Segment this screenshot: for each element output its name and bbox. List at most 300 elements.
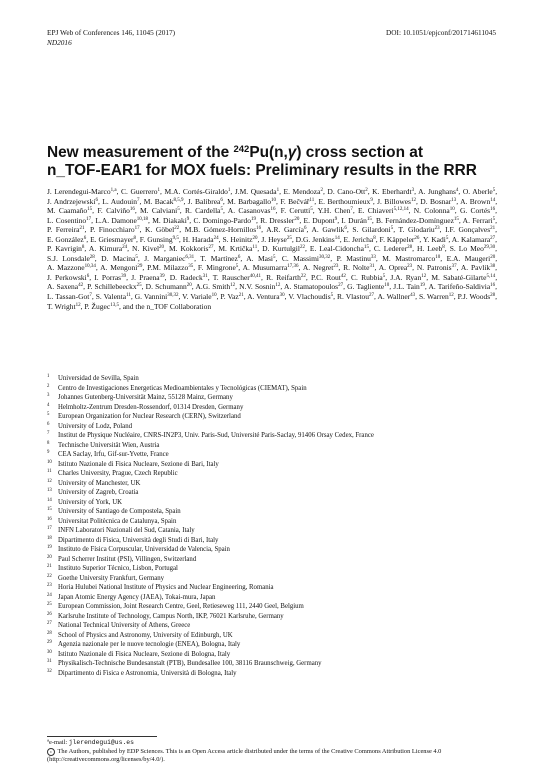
affiliation-number: 11 xyxy=(47,469,52,474)
author-name: S. Valenta xyxy=(95,292,127,302)
affiliation-number: 24 xyxy=(47,592,52,598)
affiliation-number: 28 xyxy=(47,630,52,636)
author-affiliation-marker: 22 xyxy=(174,226,180,232)
author-name: A. Negret xyxy=(302,263,334,273)
affiliation-item xyxy=(47,460,497,470)
author-name: M.A. Cortés-Giraldo xyxy=(164,187,228,196)
affiliation-item xyxy=(47,536,497,546)
author xyxy=(195,282,235,291)
author-name: A. Musumarra xyxy=(242,263,288,273)
author-name: J. Marganiec xyxy=(144,253,186,263)
author-affiliation-marker: 40,41 xyxy=(249,273,262,279)
author-name: L. Tassan-Got xyxy=(47,292,90,302)
author xyxy=(399,225,440,234)
email-footnote: $^a$e-mail: jlerendegui@us.es xyxy=(47,737,134,746)
author-name: O. Aberle xyxy=(462,187,493,196)
author-name: P. Schillebeeckx xyxy=(87,282,137,292)
author-name: F. Calviño xyxy=(97,206,130,216)
author-affiliation-marker: 16 xyxy=(490,207,496,213)
author xyxy=(379,263,412,272)
author xyxy=(376,216,459,225)
isotope-mass: 242 xyxy=(233,144,250,155)
affiliation-number: 8 xyxy=(47,440,50,446)
author-affiliation-marker: 6 xyxy=(83,235,87,241)
affiliation-item xyxy=(47,650,497,660)
author xyxy=(284,187,323,196)
author-affiliation-marker: 22 xyxy=(299,245,305,251)
author-affiliation-marker: 38 xyxy=(490,264,496,270)
author xyxy=(390,273,426,282)
author-name: A. Stamatopoulos xyxy=(284,282,339,292)
author-affiliation-marker: 31 xyxy=(369,264,375,270)
author-name: D. Schumann xyxy=(145,282,187,292)
author-affiliation-marker: 29,30 xyxy=(483,245,496,251)
author xyxy=(146,282,192,291)
affiliation-number: 20 xyxy=(47,554,52,560)
author-name: D. Radeck xyxy=(169,272,203,282)
affiliation-number: 26 xyxy=(47,611,52,617)
footnote-marker: a xyxy=(47,737,50,743)
author-affiliation-marker: 5 xyxy=(310,207,313,213)
author xyxy=(447,254,496,263)
author-affiliation-marker: 7 xyxy=(350,207,353,213)
author xyxy=(140,235,179,244)
author-affiliation-marker: 12 xyxy=(230,283,236,289)
author-name: A. Brown xyxy=(460,196,491,206)
affiliation-number: 30 xyxy=(47,649,52,655)
author-name: N. Kivel xyxy=(132,244,160,254)
affiliation-text: Horia Hulubei National Institute of Physics and Nuclear Engineering, Romania xyxy=(58,584,274,591)
author xyxy=(47,197,98,206)
author xyxy=(152,216,189,225)
author xyxy=(47,235,86,244)
affiliation-number: 5 xyxy=(47,412,50,417)
author xyxy=(185,206,223,215)
author-name: L.A. Damone xyxy=(95,215,137,225)
author-affiliation-marker: 14 xyxy=(334,235,340,241)
affiliation-number: 22 xyxy=(47,573,52,579)
author-name: T. Glodariu xyxy=(398,225,435,235)
affiliation-text: University of Santiago de Compostela, Spain xyxy=(58,508,181,515)
author-name: S.J. Lonsdale xyxy=(47,253,90,263)
author-affiliation-marker: 11 xyxy=(126,293,131,299)
affiliation-text: University of York, UK xyxy=(58,498,123,506)
author xyxy=(372,187,414,196)
author-name: P.C. Rout xyxy=(310,272,341,282)
author xyxy=(337,254,376,263)
author-name: E. Mendoza xyxy=(283,187,321,196)
affiliation-text: Helmholtz-Zentrum Dresden-Rossendorf, 01314 Dresden, Germany xyxy=(58,403,244,411)
affiliation-text: National Technical University of Athens, Greece xyxy=(58,622,191,629)
author-name: E. Dupont xyxy=(303,215,335,225)
author-affiliation-marker: 11 xyxy=(309,197,315,203)
affiliation-number: 12 xyxy=(47,478,52,484)
author-name: A. Gawlik xyxy=(311,225,345,235)
author xyxy=(382,254,440,263)
affiliation-text: European Organization for Nuclear Research (CERN), Switzerland xyxy=(58,413,241,420)
author-affiliation-marker: 15 xyxy=(366,216,372,222)
affiliation-number: 29 xyxy=(47,640,52,645)
affiliation-item xyxy=(47,488,497,498)
author xyxy=(100,263,142,272)
author-name: A. Casanovas xyxy=(227,206,271,216)
author-name: N. Patronis xyxy=(416,263,452,273)
affiliation-number: 9 xyxy=(47,450,50,455)
affiliation-number: 21 xyxy=(47,564,52,569)
author xyxy=(182,292,216,301)
author xyxy=(170,273,208,282)
author-name: J. Andrzejewski xyxy=(47,196,96,206)
author-name: F. Gunsing xyxy=(139,234,173,244)
author-affiliation-marker: 12 xyxy=(275,283,281,289)
affiliation-number: 7 xyxy=(47,431,50,436)
author-affiliation-marker: 16 xyxy=(256,226,262,232)
author xyxy=(296,235,340,244)
author-affiliation-marker: 30,32 xyxy=(319,254,331,260)
author xyxy=(327,187,367,196)
author-name: P. Ferreira xyxy=(47,225,80,235)
author xyxy=(458,292,496,301)
author xyxy=(47,225,85,234)
author-affiliation-marker: 7 xyxy=(136,197,140,203)
author-name: J.A. Ryan xyxy=(390,272,422,282)
affiliation-text: Physikalisch-Technische Bundesanstalt (PTB), Bundesallee 100, 38116 Braunschweig, Germany xyxy=(58,660,322,667)
affiliation-item xyxy=(47,393,497,403)
author-affiliation-marker: 42 xyxy=(78,283,84,289)
running-header xyxy=(47,28,496,47)
footnote-rule xyxy=(47,736,157,737)
affiliation-item xyxy=(47,621,497,631)
author-name: M. Diakaki xyxy=(152,215,187,225)
author-name: V. Variale xyxy=(182,292,212,302)
author-affiliation-marker: 5 xyxy=(135,254,138,260)
author xyxy=(243,263,299,272)
affiliation-list xyxy=(47,374,497,678)
author-name: C. Rubbia xyxy=(350,272,383,282)
author-affiliation-marker: 10 xyxy=(384,283,390,289)
author-name: A. Saxena xyxy=(47,282,79,292)
author xyxy=(47,206,92,215)
author xyxy=(380,235,420,244)
author-affiliation-marker: 5 xyxy=(492,188,496,193)
author-affiliation-marker: 6 xyxy=(220,197,223,203)
author xyxy=(47,263,96,272)
author xyxy=(213,273,261,282)
author xyxy=(281,206,313,215)
author xyxy=(417,244,445,253)
author-affiliation-marker: 39 xyxy=(159,273,165,279)
author-affiliation-marker: 10 xyxy=(449,207,455,213)
affiliation-item xyxy=(47,403,497,413)
author-name: J.M. Quesada xyxy=(234,187,277,196)
author-name: M. Kokkoris xyxy=(168,244,209,254)
author-name: I.F. Gonçalves xyxy=(445,225,491,235)
author xyxy=(47,187,117,196)
author-name: A.R. García xyxy=(266,225,304,235)
author-name: M. Bacak xyxy=(143,196,174,206)
license-footnote xyxy=(47,748,499,757)
affiliation-number: 1 xyxy=(47,374,50,379)
affiliation-text: Goethe University Frankfurt, Germany xyxy=(58,574,165,582)
author-affiliation-marker: 9 xyxy=(334,216,338,222)
affiliation-number: 3 xyxy=(47,393,50,398)
author-name: M. Sabaté-Gilarte xyxy=(431,272,487,282)
author-name: A.G. Smith xyxy=(195,282,231,292)
author-name: K. Eberhardt xyxy=(372,187,412,196)
author-name: A. Ferrari xyxy=(462,215,493,225)
affiliation-text: Charles University, Prague, Czech Republic xyxy=(58,470,178,477)
author-affiliation-marker: 28 xyxy=(407,245,413,251)
author xyxy=(318,206,353,215)
author-name: S. Lo Meo xyxy=(449,244,484,254)
author-affiliation-marker: 5 xyxy=(382,273,386,279)
author-affiliation-marker: 23 xyxy=(407,264,413,270)
affiliation-text: Paul Scherrer Institut (PSI), Villingen, Switzerland xyxy=(58,555,197,563)
author xyxy=(463,187,495,196)
author-name: J. Heyse xyxy=(261,234,287,244)
author-affiliation-marker: 5 xyxy=(390,226,394,232)
affiliation-text: University of Lodz, Poland xyxy=(58,422,132,430)
affiliation-text: Institut de Physique Nucléaire, CNRS-IN2P3, Univ. Paris-Sud, Université Paris-Saclay, 91406 Orsay Cedex, France xyxy=(58,432,374,439)
author-name: R. Reifarth xyxy=(266,272,301,282)
affiliation-number: 18 xyxy=(47,535,52,541)
author-affiliation-marker: 23 xyxy=(434,226,440,232)
author xyxy=(282,254,330,263)
license-url[interactable]: (http://creativecommons.org/licenses/by/4.0/). xyxy=(47,756,165,764)
author-name: T. Wright xyxy=(47,301,76,311)
author-name: A. Tarifeño-Saldivia xyxy=(428,282,491,292)
author xyxy=(374,244,412,253)
author-affiliation-marker: 25 xyxy=(136,283,142,289)
author xyxy=(266,273,306,282)
affiliation-text: Instituto Superior Técnico, Lisbon, Portugal xyxy=(58,565,178,572)
author xyxy=(102,197,139,206)
doi[interactable]: DOI: 10.1051/epjconf/201714611045 xyxy=(386,28,496,37)
author-name: E.A. Maugeri xyxy=(446,253,491,263)
author-name: A. Mengoni xyxy=(100,263,138,273)
author-affiliation-marker: 30,32 xyxy=(167,293,179,299)
email-link[interactable]: jlerendegui@us.es xyxy=(68,739,134,746)
author-name: E. Jericha xyxy=(343,234,374,244)
author xyxy=(147,263,193,272)
author xyxy=(222,235,257,244)
author-name: A. Kalamara xyxy=(451,234,491,244)
affiliation-number: 27 xyxy=(47,621,52,626)
author-affiliation-marker: 9,5 xyxy=(172,235,179,241)
author-name: T. Martínez xyxy=(200,253,238,263)
author-affiliation-marker: 27 xyxy=(369,293,375,299)
author-name: R. Vlastou xyxy=(337,292,370,302)
author-affiliation-marker: 4 xyxy=(455,188,459,193)
author xyxy=(135,292,179,301)
author xyxy=(303,263,339,272)
author xyxy=(188,197,223,206)
author xyxy=(351,273,385,282)
author-name: A. Ventura xyxy=(247,292,280,302)
affiliation-text: Centro de Investigaciones Energeticas Medioambientales y Tecnológicas (CIEMAT), Spain xyxy=(58,384,307,392)
author xyxy=(200,254,240,263)
author-name: V. Vlachoudis xyxy=(288,292,331,302)
author-affiliation-marker: 10 xyxy=(435,254,441,260)
author-affiliation-marker: 6 xyxy=(86,273,90,279)
affiliation-number: 15 xyxy=(47,507,52,512)
author-affiliation-marker: 11 xyxy=(252,245,258,251)
author xyxy=(420,197,456,206)
author-affiliation-marker: 5 xyxy=(235,264,239,270)
author-name: A. Pavlik xyxy=(460,263,491,273)
title-line-2: n_TOF-EAR1 for MOX fuels: Preliminary results in the RRR xyxy=(47,161,477,179)
affiliation-text: Karlsruhe Institute of Technology, Campus North, IKP, 76021 Karlsruhe, Germany xyxy=(58,612,284,620)
author-name: F. Bečvář xyxy=(280,196,310,206)
author-name: R. Nolte xyxy=(343,263,370,273)
affiliation-item xyxy=(47,384,497,394)
author-affiliation-marker: 14 xyxy=(490,197,496,203)
author-name: S. Warren xyxy=(419,292,449,302)
author-affiliation-marker: 5,12,14 xyxy=(393,207,409,213)
author-affiliation-marker: 43 xyxy=(410,293,416,299)
author xyxy=(95,216,148,225)
author-affiliation-marker: 23 xyxy=(333,264,339,270)
affiliation-item xyxy=(47,441,497,451)
author xyxy=(145,225,179,234)
footnote xyxy=(47,739,499,765)
author xyxy=(417,263,457,272)
author-affiliation-marker: 17 xyxy=(134,226,140,232)
affiliation-text: Istituto Nazionale di Fisica Nucleare, Sezione di Bari, Italy xyxy=(58,460,219,468)
author xyxy=(185,225,261,234)
affiliation-item xyxy=(47,431,497,441)
author-name: C. Guerrero xyxy=(121,187,158,196)
author xyxy=(377,292,415,301)
author-affiliation-marker: 16 xyxy=(490,283,496,289)
author xyxy=(352,225,393,234)
author xyxy=(266,225,306,234)
author-affiliation-marker: 20 xyxy=(159,245,165,251)
author-name: J. Balibrea xyxy=(187,196,221,206)
author xyxy=(96,292,131,301)
journal-citation: EPJ Web of Conferences 146, 11045 (2017) xyxy=(47,28,176,37)
author xyxy=(90,235,136,244)
author xyxy=(393,282,425,291)
author-affiliation-marker: 29 xyxy=(137,264,143,270)
author-name: M.B. Gómez-Hornillos xyxy=(184,225,257,235)
affiliation-item xyxy=(47,564,497,574)
author xyxy=(288,292,333,301)
author xyxy=(460,197,495,206)
author-name: A. Junghans xyxy=(418,187,456,196)
author-name: M. Barbagallo xyxy=(227,196,272,206)
author xyxy=(246,254,275,263)
author-affiliation-marker: 19 xyxy=(419,283,425,289)
affiliation-item xyxy=(47,659,497,669)
author-affiliation-marker: 8 xyxy=(133,235,136,241)
affiliation-text: Universidad de Sevilla, Spain xyxy=(58,375,139,382)
author xyxy=(165,187,231,196)
author xyxy=(218,244,257,253)
author xyxy=(343,263,374,272)
author xyxy=(311,225,346,234)
author xyxy=(47,254,95,263)
author-name: M. Mastromarco xyxy=(382,253,436,263)
author-affiliation-marker: 6 xyxy=(237,254,241,260)
author-affiliation-marker: 20 xyxy=(186,283,192,289)
author-name: P. Finocchiaro xyxy=(89,225,135,235)
author-affiliation-marker: 35 xyxy=(188,264,194,270)
affiliation-number: 4 xyxy=(47,402,50,408)
author-name: P. Kavrigin xyxy=(47,244,82,254)
author-affiliation-marker: 5 xyxy=(272,254,276,260)
author-affiliation-marker: 5 xyxy=(220,207,224,213)
author-affiliation-marker: 13 xyxy=(451,197,457,203)
author-name: H. Leeb xyxy=(416,244,443,254)
author xyxy=(235,187,279,196)
author-name: S. Gilardoni xyxy=(352,225,391,235)
author xyxy=(169,244,214,253)
affiliation-text: Technische Universität Wien, Austria xyxy=(58,441,160,449)
affiliation-item xyxy=(47,469,497,479)
author-name: A. Wallner xyxy=(377,292,411,302)
copyright-icon: c xyxy=(47,748,55,756)
author-affiliation-marker: 28 xyxy=(89,254,95,260)
author-name: C. Massimi xyxy=(281,253,320,263)
author-name: E. Griesmayer xyxy=(90,234,134,244)
author-affiliation-marker: 21 xyxy=(490,226,496,232)
author xyxy=(310,244,369,253)
affiliation-text: European Commission, Joint Research Centre, Geel, Retieseweg 111, 2440 Geel, Belgium xyxy=(58,603,304,610)
author xyxy=(239,282,280,291)
author-affiliation-marker: 20 xyxy=(252,235,258,241)
author-affiliation-marker: 24 xyxy=(213,235,219,241)
author-affiliation-marker: 22 xyxy=(300,273,306,279)
author-name: A. Masi xyxy=(246,253,273,263)
author-affiliation-marker: 30 xyxy=(279,293,285,299)
author-name: E. Berthoumieux xyxy=(318,196,371,206)
author xyxy=(450,244,495,253)
author-affiliation-marker: 10,34 xyxy=(84,264,96,270)
author-name: J. Lerendegui-Marco xyxy=(47,187,111,196)
author-affiliation-marker: 3 xyxy=(411,188,415,193)
author xyxy=(140,206,180,215)
conference-name: ND2016 xyxy=(47,37,72,47)
affiliation-item xyxy=(47,498,497,508)
author-affiliation-marker: 2 xyxy=(365,188,368,193)
author-affiliation-marker: 8 xyxy=(81,245,85,251)
author-name: J. Billowes xyxy=(377,196,411,206)
author-affiliation-marker: 8 xyxy=(442,245,445,251)
author-name: P.J. Woods xyxy=(457,292,491,302)
affiliation-text: Istituto Nazionale di Fisica Nucleare, Sezione di Bologna, Italy xyxy=(58,650,231,658)
author-name: F. Cerutti xyxy=(280,206,311,216)
affiliation-text: Universitat Politècnica de Catalunya, Spain xyxy=(58,517,177,525)
author-affiliation-marker: 10 xyxy=(211,293,217,299)
author xyxy=(262,244,305,253)
author-name: J.L. Tain xyxy=(393,282,420,292)
affiliation-text: Dipartimento di Fisica e Astronomia, Università di Bologna, Italy xyxy=(58,669,237,677)
author xyxy=(132,244,164,253)
affiliation-item xyxy=(47,517,497,527)
affiliation-item xyxy=(47,640,497,650)
affiliation-item xyxy=(47,526,497,536)
author-affiliation-marker: 12 xyxy=(410,197,416,203)
author-name: D. Kurtulgil xyxy=(262,244,300,254)
author xyxy=(423,235,448,244)
affiliation-item xyxy=(47,422,497,432)
author xyxy=(47,273,89,282)
author-name: F. Käppeler xyxy=(379,234,415,244)
author xyxy=(452,235,495,244)
author xyxy=(319,197,373,206)
author xyxy=(261,235,292,244)
